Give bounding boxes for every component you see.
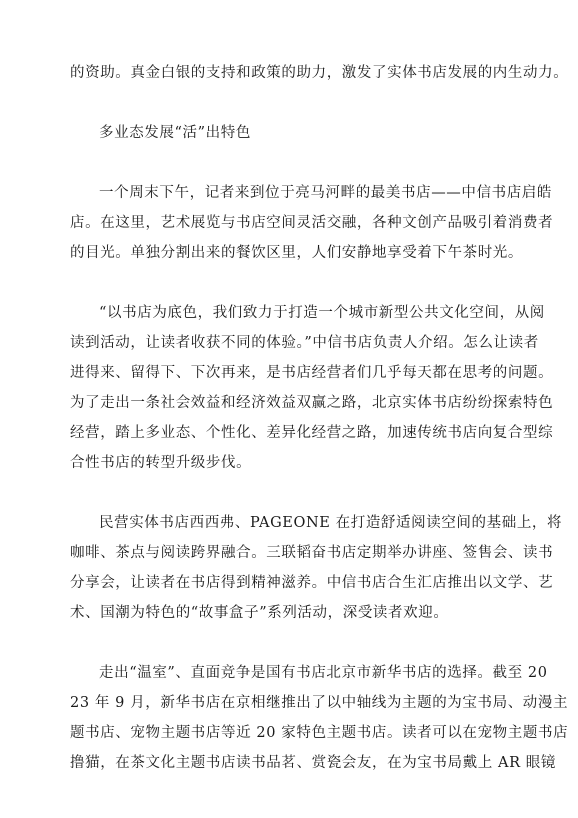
paragraph-line: 店。在这里，艺术展览与书店空间灵活交融，各种文创产品吸引着消费者 [70, 215, 554, 231]
paragraph-line: 题书店、宠物主题书店等近 20 家特色主题书店。读者可以在宠物主题书店 [70, 725, 569, 741]
paragraph-line: 一个周末下午，记者来到位于亮马河畔的最美书店——中信书店启皓 [99, 185, 552, 201]
paragraph-line: 走出“温室”、直面竞争是国有书店北京市新华书店的选择。截至 20 [99, 665, 548, 681]
paragraph-line: 进得来、留得下、下次再来，是书店经营者们几乎每天都在思考的问题。 [70, 365, 554, 381]
paragraph-line: “以书店为底色，我们致力于打造一个城市新型公共文化空间，从阅 [99, 305, 545, 321]
paragraph-line: 分享会，让读者在书店得到精神滋养。中信书店合生汇店推出以文学、艺 [70, 575, 554, 591]
paragraph-line: 经营，踏上多业态、个性化、差异化经营之路，加速传统书店向复合型综 [70, 425, 554, 441]
section-heading: 多业态发展“活”出特色 [99, 125, 251, 141]
paragraph-line: 合性书店的转型升级步伐。 [70, 455, 252, 471]
paragraph-line: 读到活动，让读者收获不同的体验。”中信书店负责人介绍。怎么让读者 [70, 335, 539, 351]
paragraph-line: 为了走出一条社会效益和经济效益双赢之路，北京实体书店纷纷探索特色 [70, 395, 554, 411]
paragraph-line: 的目光。单独分割出来的餐饮区里，人们安静地享受着下午茶时光。 [70, 245, 523, 261]
paragraph-line: 民营实体书店西西弗、PAGEONE 在打造舒适阅读空间的基础上，将 [99, 515, 563, 531]
paragraph-line: 的资助。真金白银的支持和政策的助力，激发了实体书店发展的内生动力。 [70, 65, 569, 81]
paragraph-line: 咖啡、茶点与阅读跨界融合。三联韬奋书店定期举办讲座、签售会、读书 [70, 545, 554, 561]
paragraph-line: 23 年 9 月，新华书店在京相继推出了以中轴线为主题的为宝书局、动漫主 [70, 695, 569, 711]
paragraph-line: 术、国潮为特色的“故事盒子”系列活动，深受读者欢迎。 [70, 605, 449, 621]
paragraph-line: 撸猫，在茶文化主题书店读书品茗、赏瓷会友，在为宝书局戴上 AR 眼镜 [70, 755, 557, 771]
